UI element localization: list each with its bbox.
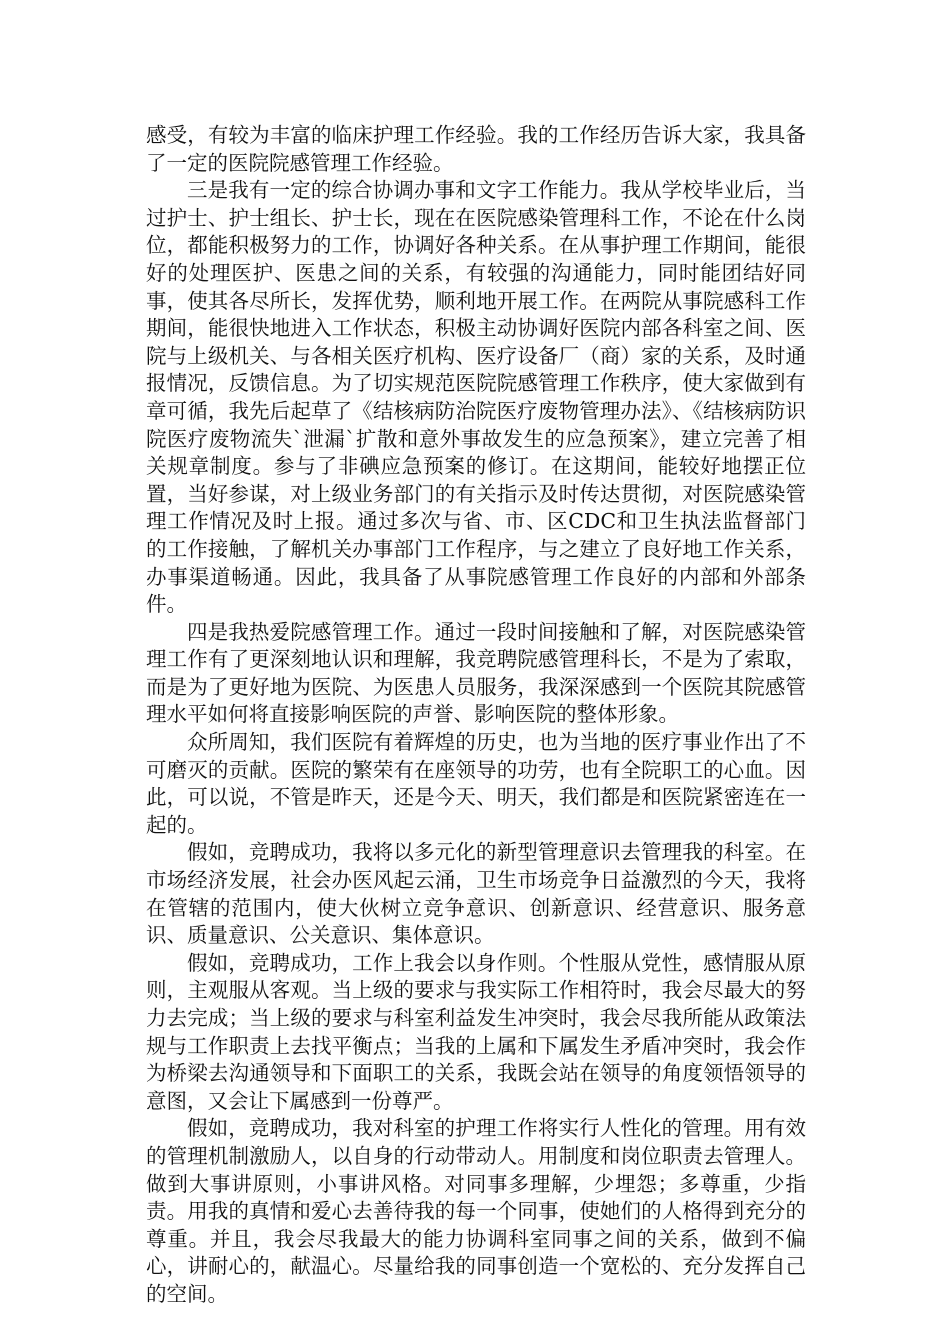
paragraph-hospital-history: 众所周知，我们医院有着辉煌的历史，也为当地的医疗事业作出了不可磨灭的贡献。医院的繁荣有在座领导的功劳，也有全院职工的心血。因此，可以说，不管是昨天，还是今天、明天，我们都是和医院紧密连在一起的。 (146, 730, 806, 837)
paragraph-love-of-work: 四是我热爱院感管理工作。通过一段时间接触和了解，对医院感染管理工作有了更深刻地认识和理解，我竞聘院感管理科长，不是为了索取，而是为了更好地为医院、为医患人员服务，我深深感到一个医院其院感管理水平如何将直接影响医院的声誉、影响医院的整体形象。 (146, 619, 806, 727)
paragraph-continuation: 感受，有较为丰富的临床护理工作经验。我的工作经历告诉大家，我具备了一定的医院院感管理工作经验。 (146, 123, 806, 175)
paragraph-coordination-ability: 三是我有一定的综合协调办事和文字工作能力。我从学校毕业后，当过护士、护士组长、护士长，现在在医院感染管理科工作，不论在什么岗位，都能积极努力的工作，协调好各种关系。在从事护理工作期间，能很好的处理医护、医患之间的关系，有较强的沟通能力，同时能团结好同事，使其各尽所长，发挥优势，顺利地开展工作。在两院从事院感科工作期间，能很快地进入工作状态，积极主动协调好医院内部各科室之间、医院与上级机关、与各相关医疗机构、医疗设备厂（商）家的关系，及时通报情况，反馈信息。为了切实规范医院院感管理工作秩序，使大家做到有章可循，我先后起草了《结核病防治院医疗废物管理办法》、《结核病防识院医疗废物流失`泄漏`扩散和意外事故发生的应急预案》，建立完善了相关规章制度。参与了非碘应急预案的修订。在这期间，能较好地摆正位置，当好参谋，对上级业务部门的有关指示及时传达贯彻，对医院感染管理工作情况及时上报。通过多次与省、市、区CDC和卫生执法监督部门的工作接触，了解机关办事部门工作程序，与之建立了良好地工作关系，办事渠道畅通。因此，我具备了从事院感管理工作良好的内部和外部条件。 (146, 178, 806, 617)
paragraph-humanized-management: 假如，竞聘成功，我对科室的护理工作将实行人性化的管理。用有效的管理机制激励人，以自身的行动带动人。用制度和岗位职责去管理人。做到大事讲原则，小事讲风格。对同事多理解，少埋怨；多尊重，少指责。用我的真情和爱心去善待我的每一个同事，使她们的人格得到充分的尊重。并且，我会尽我最大的能力协调科室同事之间的关系，做到不偏心，讲耐心的，献温心。尽量给我的同事创造一个宽松的、充分发挥自己的空间。 (146, 1116, 806, 1306)
paragraph-management-awareness: 假如，竞聘成功，我将以多元化的新型管理意识去管理我的科室。在市场经济发展，社会办医风起云涌，卫生市场竞争日益激烈的今天，我将在管辖的范围内，使大伙树立竞争意识、创新意识、经营意识、服务意识、质量意识、公关意识、集体意识。 (146, 840, 806, 948)
document-page (146, 122, 806, 1309)
paragraph-lead-by-example: 假如，竞聘成功，工作上我会以身作则。个性服从党性，感情服从原则，主观服从客观。当上级的要求与我实际工作相符时，我会尽最大的努力去完成；当上级的要求与科室利益发生冲突时，我会尽我所能从政策法规与工作职责上去找平衡点；当我的上属和下属发生矛盾冲突时，我会作为桥梁去沟通领导和下面职工的关系，我既会站在领导的角度领悟领导的意图，又会让下属感到一份尊严。 (146, 950, 806, 1113)
